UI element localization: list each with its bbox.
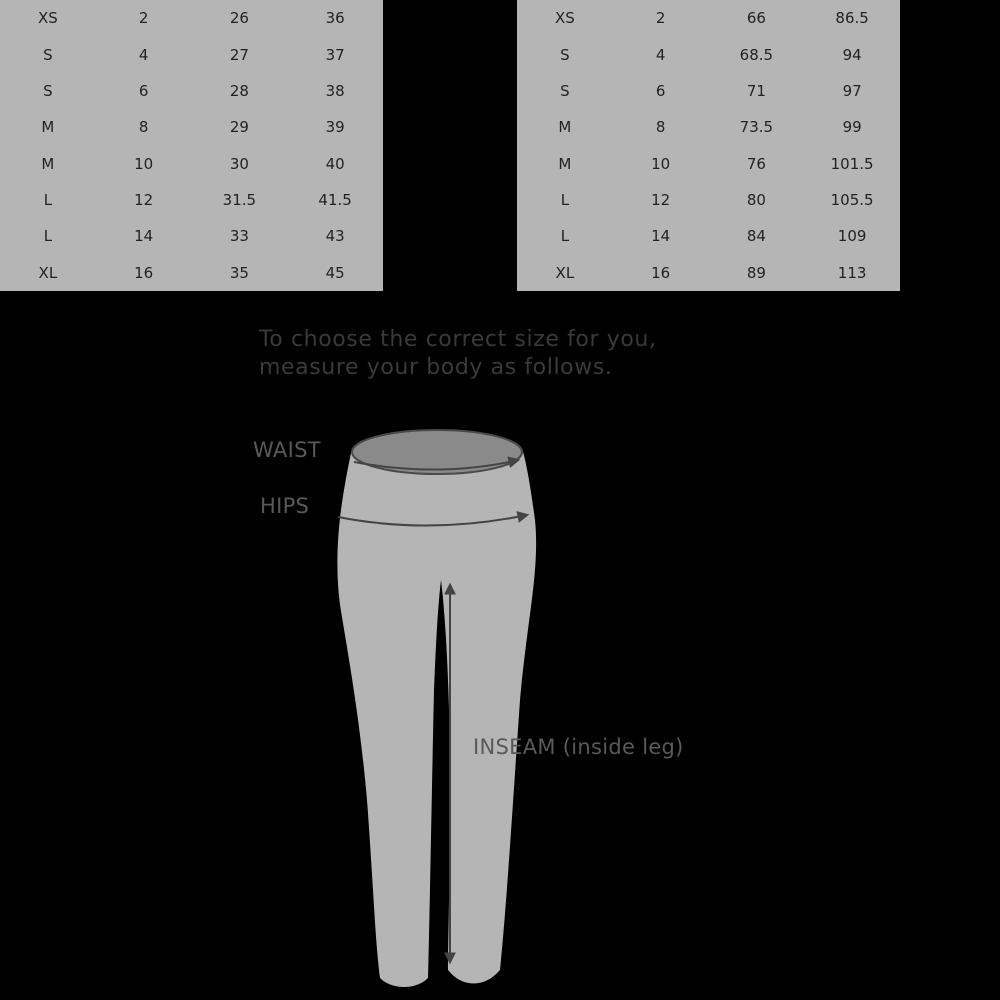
size-chart-inches [0, 0, 383, 291]
table-cell: 89 [746, 263, 766, 282]
table-cell: 76 [746, 154, 766, 173]
table-cell: 2 [138, 9, 149, 28]
table-cell: 12 [134, 191, 154, 210]
table-cell: 97 [842, 81, 862, 100]
table-row [0, 36, 383, 72]
table-row [517, 0, 900, 36]
pants-silhouette [337, 448, 536, 987]
table-cell: 28 [229, 81, 249, 100]
table-cell: XL [38, 263, 58, 282]
table-cell: 12 [651, 191, 671, 210]
table-cell: 38 [325, 81, 345, 100]
table-cell: 8 [655, 118, 666, 137]
measurement-instructions [259, 326, 779, 382]
table-cell: M [558, 118, 572, 137]
table-cell: 29 [229, 118, 249, 137]
table-cell: 84 [746, 227, 766, 246]
table-cell: 101.5 [830, 154, 874, 173]
table-cell: 2 [655, 9, 666, 28]
table-cell: S [43, 81, 53, 100]
table-cell: 71 [746, 81, 766, 100]
table-cell: 40 [325, 154, 345, 173]
leggings-icon [320, 420, 560, 995]
table-cell: XS [37, 9, 58, 28]
table-cell: S [560, 81, 570, 100]
table-cell: M [41, 154, 55, 173]
table-row [517, 73, 900, 109]
table-cell: 105.5 [830, 191, 874, 210]
table-cell: M [558, 154, 572, 173]
table-cell: 41.5 [318, 191, 352, 210]
waistband [352, 430, 522, 474]
table-cell: L [560, 227, 570, 246]
hips-label: HIPS [260, 494, 310, 518]
table-cell: 16 [651, 263, 671, 282]
inseam-label: INSEAM (inside leg) [473, 735, 684, 759]
table-cell: 113 [837, 263, 867, 282]
table-cell: M [41, 118, 55, 137]
table-row [517, 146, 900, 182]
table-cell: 35 [229, 263, 249, 282]
table-row [0, 73, 383, 109]
size-chart-cm-body [517, 0, 900, 291]
table-cell: 109 [837, 227, 867, 246]
table-cell: 4 [138, 45, 149, 64]
table-cell: 27 [229, 45, 249, 64]
table-cell: 43 [325, 227, 345, 246]
table-cell: 73.5 [739, 118, 774, 137]
table-row [517, 36, 900, 72]
waist-label: WAIST [253, 438, 321, 462]
table-cell: 30 [229, 154, 249, 173]
instructions-line-2: measure your body as follows. [259, 355, 613, 380]
table-row [0, 0, 383, 36]
table-cell: L [560, 191, 570, 210]
table-cell: 31.5 [222, 191, 257, 210]
size-chart-cm [517, 0, 900, 291]
table-row [0, 255, 383, 291]
table-cell: 86.5 [835, 9, 869, 28]
table-cell: XL [555, 263, 575, 282]
table-cell: 99 [842, 118, 862, 137]
table-cell: 68.5 [739, 45, 774, 64]
table-cell: 14 [651, 227, 671, 246]
table-row [517, 255, 900, 291]
table-row [0, 146, 383, 182]
table-row [517, 182, 900, 218]
table-cell: 39 [325, 118, 345, 137]
table-cell: 66 [746, 9, 766, 28]
table-cell: 4 [655, 45, 666, 64]
size-chart-inches-body [0, 0, 383, 291]
table-row [0, 218, 383, 254]
table-cell: 10 [651, 154, 671, 173]
table-row [517, 218, 900, 254]
table-cell: S [560, 45, 570, 64]
table-row [0, 182, 383, 218]
table-cell: 8 [138, 118, 149, 137]
table-cell: 80 [746, 191, 766, 210]
table-cell: 45 [325, 263, 345, 282]
table-cell: S [43, 45, 53, 64]
table-cell: L [43, 227, 53, 246]
table-cell: 16 [134, 263, 154, 282]
table-cell: 14 [134, 227, 154, 246]
table-row [517, 109, 900, 145]
table-cell: 10 [134, 154, 154, 173]
instructions-line-1: To choose the correct size for you, [259, 327, 657, 352]
table-cell: XS [554, 9, 575, 28]
table-cell: 36 [325, 9, 345, 28]
table-cell: 33 [229, 227, 249, 246]
table-row [0, 109, 383, 145]
table-cell: 26 [229, 9, 249, 28]
table-cell: 6 [138, 81, 149, 100]
table-cell: 6 [655, 81, 666, 100]
table-cell: 37 [325, 45, 345, 64]
table-cell: 94 [842, 45, 862, 64]
table-cell: L [43, 191, 53, 210]
